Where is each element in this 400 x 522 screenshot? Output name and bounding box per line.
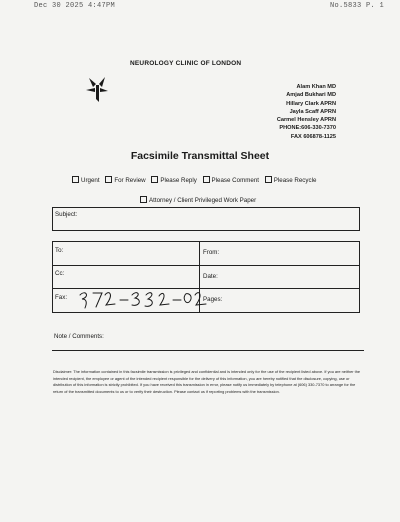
option-label: Please Comment <box>211 177 260 184</box>
checkbox[interactable] <box>72 176 79 183</box>
checkbox[interactable] <box>140 196 147 203</box>
staff-line: Jayla Scaff APRN <box>289 108 336 115</box>
from-label: From: <box>203 249 220 256</box>
checkbox[interactable] <box>203 176 210 183</box>
option-label: For Review <box>114 177 146 184</box>
date-label: Date: <box>203 273 218 280</box>
notes-label: Note / Comments: <box>54 333 104 340</box>
staff-line: Carmel Hensley APRN <box>276 117 336 124</box>
fax-header-timestamp: Dec 30 2025 4:47PM <box>34 2 116 10</box>
cc-label: Cc: <box>55 270 65 277</box>
subject-field[interactable] <box>52 207 360 231</box>
option-label: Urgent <box>81 177 100 184</box>
staff-list <box>277 83 336 141</box>
option-label: Please Recycle <box>273 177 317 184</box>
priority-options <box>72 176 320 184</box>
option-please-recycle[interactable] <box>265 176 317 184</box>
checkbox[interactable] <box>265 176 272 183</box>
option-urgent[interactable] <box>72 176 100 184</box>
page-title: Facsimile Transmittal Sheet <box>130 150 270 162</box>
pages-label: Pages: <box>203 296 223 303</box>
clinic-fax: FAX 606878-1125 <box>290 133 336 140</box>
clinic-name: NEUROLOGY CLINIC OF LONDON <box>130 60 242 67</box>
option-label: Attorney / Client Privileged Work Paper <box>149 197 257 204</box>
checkbox[interactable] <box>105 176 112 183</box>
option-label: Please Reply <box>160 177 197 184</box>
option-attorney-privileged[interactable] <box>140 196 256 204</box>
handwritten-fax-number <box>78 289 208 309</box>
option-for-review[interactable] <box>105 176 145 184</box>
to-label: To: <box>55 247 64 254</box>
stylized-figure-logo-icon <box>84 74 110 104</box>
staff-line: Amjad Bukhari MD <box>286 92 336 99</box>
option-please-comment[interactable] <box>203 176 259 184</box>
disclaimer-text: Disclaimer: The information contained in this facsimile transmission is privileged and confidential and is intended only for the use of the recipient listed above. If you are neither the intended recipient, the employee or agent of the intended recipient responsible for the delivery of this information, you are hereby notified that the disclosure, copying, use or distribution of this information is strictly prohibited. If you have received this transmission in error, please notify us immediately by telephone at (606) 330-7370 to arrange for the return of the transmitted documents to us or to verify their destruction. Please contact us if reporting problems with the transmission. <box>53 369 361 394</box>
staff-line: Hillary Clark APRN <box>286 100 336 107</box>
checkbox[interactable] <box>151 176 158 183</box>
clinic-phone: PHONE:606-330-7370 <box>279 125 336 132</box>
option-please-reply[interactable] <box>151 176 196 184</box>
fax-header-number: No.5833 P. 1 <box>329 2 384 10</box>
staff-line: Alam Khan MD <box>296 84 336 90</box>
notes-divider <box>52 350 364 351</box>
subject-label: Subject: <box>55 211 78 218</box>
grid-divider <box>53 265 359 266</box>
fax-label: Fax: <box>55 294 68 301</box>
